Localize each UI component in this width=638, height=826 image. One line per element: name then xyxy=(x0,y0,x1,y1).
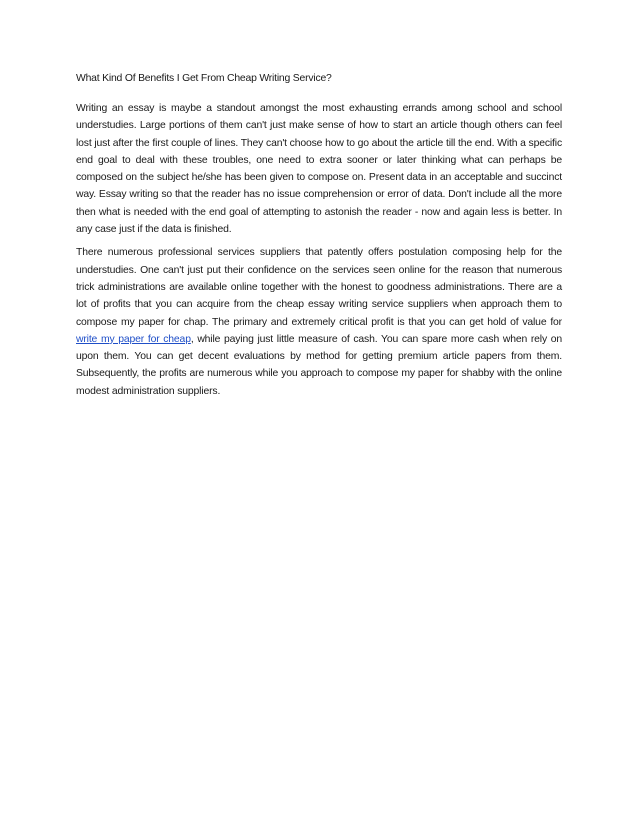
paragraph-1: Writing an essay is maybe a standout amongst the most exhausting errands among school and school understudies. Large portions of them can't just make sense of how to start an article though others can feel lost just after the first couple of lines. They can't choose how to go about the article till the end. With a specific end goal to deal with these troubles, one need to extra sooner or later thinking what can perhaps be composed on the subject he/she has been given to compose on. Present data in an acceptable and succinct way. Essay writing so that the reader has no issue comprehension or error of data. Don't include all the more then what is needed with the end goal of attempting to astonish the reader - now and again less is better. In any case just if the data is finished. xyxy=(76,103,562,236)
document-page xyxy=(76,72,562,406)
write-my-paper-link[interactable]: write my paper for cheap xyxy=(76,333,191,345)
paragraph-2-text-after-link: , while paying just little measure of cash. You can spare more cash when rely on upon them. You can get decent evaluations by method for getting premium article papers from them. Subsequently, the profits are numerous while you approach to compose my paper for shabby with the online modest administration suppliers. xyxy=(76,333,563,397)
document-title: What Kind Of Benefits I Get From Cheap Writing Service? xyxy=(76,73,332,84)
paragraph-2 xyxy=(76,244,562,400)
paragraph-2-text-before-link: There numerous professional services suppliers that patently offers postulation composing help for the understudies. One can't just put their confidence on the services seen online for the reason that numerous trick administrations are available online together with the honest to goodness administrations. There are a lot of profits that you can acquire from the cheap essay writing service suppliers when approach them to compose my paper for chap. The primary and extremely critical profit is that you can get hold of value for xyxy=(76,247,562,328)
